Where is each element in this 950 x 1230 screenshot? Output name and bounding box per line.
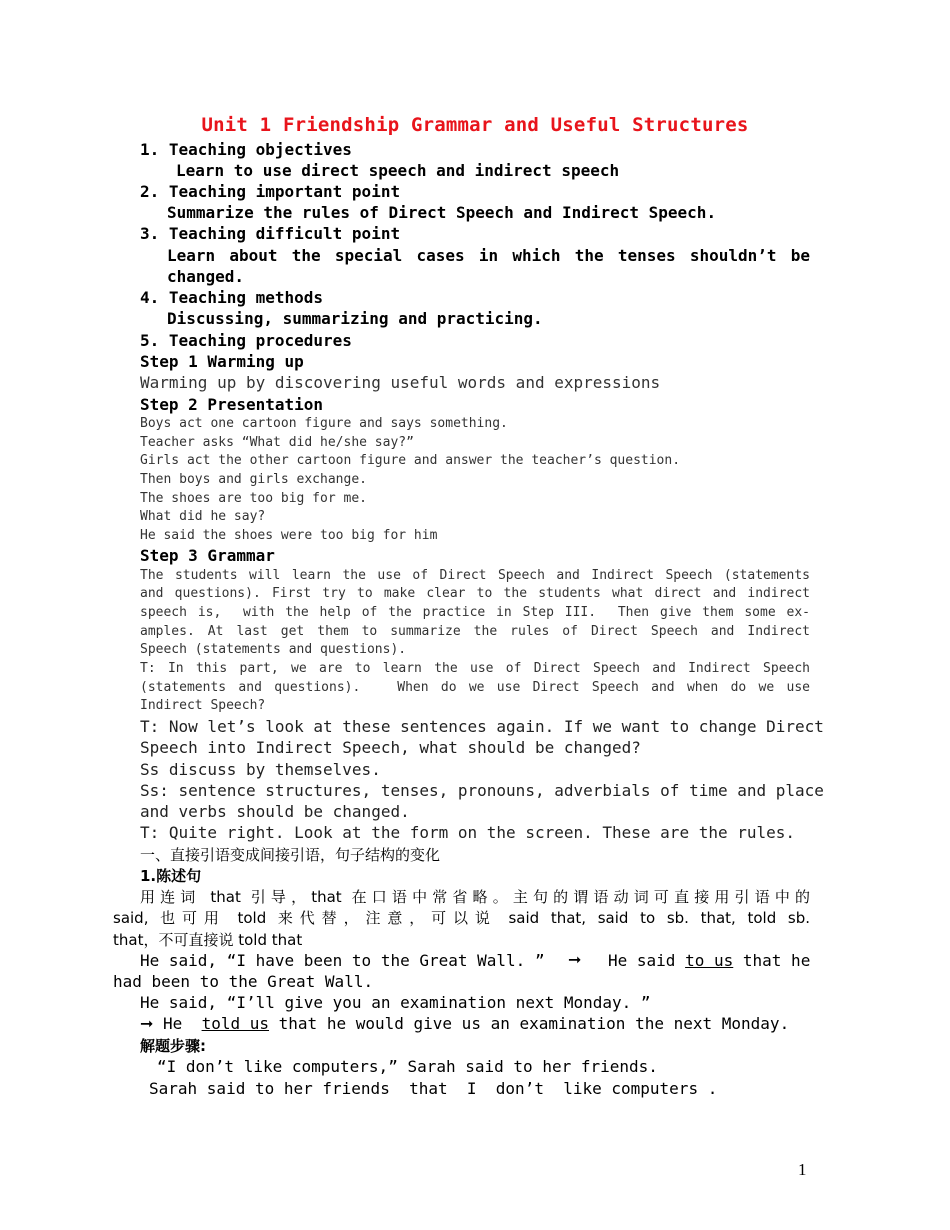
step2-line: Teacher asks “What did he/she say?” [140,435,414,450]
step2-line: What did he say? [140,509,266,524]
step2-line: Girls act the other cartoon figure and answer the teacher’s question. [140,453,681,468]
step2-line: Then boys and girls exchange. [140,472,367,487]
arrow-icon: ➞ [568,950,582,969]
example-text: that he would give us an examination the next Monday. [278,1014,790,1033]
step2-line: Boys act one cartoon figure and says something. [140,416,508,431]
section-body-methods: Discussing, summarizing and practicing. [167,309,543,328]
section-heading-procedures: 5. Teaching procedures [140,331,352,350]
example-text: that he [742,951,811,970]
section-body-difficult-point-cont: changed. [167,267,245,286]
section-heading-objectives: 1. Teaching objectives [140,140,352,159]
step3-students-line: Ss: sentence structures, tenses, pronouns, adverbials of time and place [140,781,824,800]
step1-heading: Step 1 Warming up [140,352,304,371]
rule-subheading: 1.陈述句 [140,867,202,885]
step3-paragraph-line: and questions). First try to make clear to the students what direct and indirect [140,586,810,601]
step3-paragraph-line: The students will learn the use of Direct Speech and Indirect Speech (statements [140,568,810,583]
step3-heading: Step 3 Grammar [140,546,275,565]
section-heading-important-point: 2. Teaching important point [140,182,401,201]
section-body-difficult-point: Learn about the special cases in which the tenses shouldn’t be [167,246,810,265]
arrow-icon: ➞ [140,1014,154,1033]
step3-paragraph-line: T: In this part, we are to learn the use of Direct Speech and Indirect Speech [140,661,810,676]
step1-body: Warming up by discovering useful words and expressions [140,373,661,392]
step2-line: He said the shoes were too big for him [140,528,438,543]
page-number: 1 [798,1160,807,1179]
step3-teacher-line: T: Now let’s look at these sentences again. If we want to change Direct [140,717,824,736]
document-title: Unit 1 Friendship Grammar and Useful Structures [201,114,749,136]
section-heading-difficult-point: 3. Teaching difficult point [140,224,401,243]
exercise-answer: Sarah said to her friends that I don’t like computers . [149,1079,718,1098]
example-underlined-text: to us [685,951,734,970]
rule-text-line: said, 也可用 told 来代替，注意，可以说 said that, said to sb. that, told sb. [113,909,810,927]
section-body-important-point: Summarize the rules of Direct Speech and Indirect Speech. [167,203,717,222]
exercise-question: “I don’t like computers,” Sarah said to her friends. [157,1057,658,1076]
example-indirect [140,1014,789,1034]
rule-text-line: that，不可直接说 told that [113,931,303,949]
section-body-objectives: Learn to use direct speech and indirect speech [176,161,620,180]
example-underlined-text: told us [201,1014,270,1033]
example-text: He said [608,951,676,970]
step3-paragraph-line: (statements and questions). When do we use Direct Speech and when do we use [140,680,810,695]
step3-paragraph-line: amples. At last get them to summarize the rules of Direct Speech and Indirect [140,624,810,639]
step3-teacher-line: Speech into Indirect Speech, what should be changed? [140,738,641,757]
step3-students-line: and verbs should be changed. [140,802,410,821]
example-direct: He said, “I’ll give you an examination next Monday. ” [140,993,651,1012]
step3-students-line: Ss discuss by themselves. [140,760,381,779]
example-indirect-part [608,951,810,971]
example-indirect-cont: had been to the Great Wall. [113,972,374,991]
section-heading-methods: 4. Teaching methods [140,288,324,307]
rule-text-line: 用连词 that 引导，that 在口语中常省略。主句的谓语动词可直接用引语中的 [140,888,810,906]
example-text: He [163,1014,183,1033]
step2-line: The shoes are too big for me. [140,491,367,506]
step2-heading: Step 2 Presentation [140,395,324,414]
step3-teacher-line: T: Quite right. Look at the form on the screen. These are the rules. [140,823,796,842]
rule-heading: 一、直接引语变成间接引语，句子结构的变化 [140,846,441,864]
step3-paragraph-line: Indirect Speech? [140,698,266,713]
step3-paragraph-line: speech is, with the help of the practice in Step III. Then give them some ex- [140,605,810,620]
example-direct: He said, “I have been to the Great Wall. ” [140,951,545,970]
steps-heading: 解题步骤: [140,1037,206,1055]
step3-paragraph-line: Speech (statements and questions). [140,642,407,657]
